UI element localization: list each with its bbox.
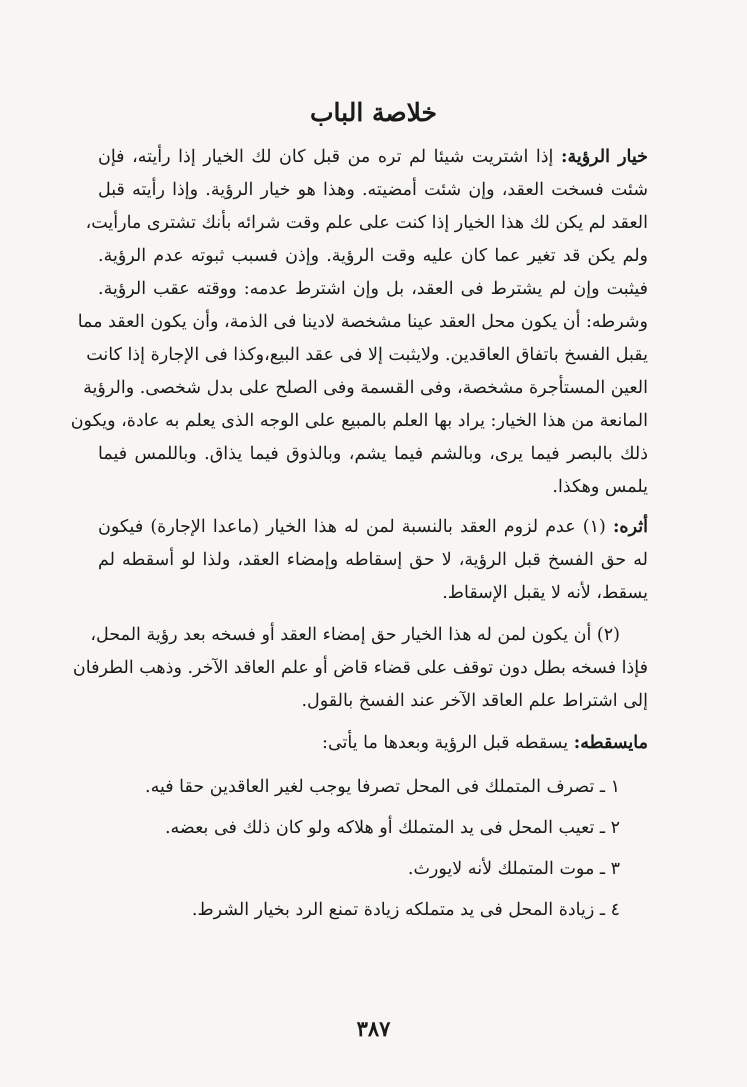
ruya-line-1-text: إذا اشتريت شيئا لم تره من قبل كان لك الخيار إذا رأيته، فإن: [98, 147, 554, 167]
athar-line-1-text: (١) عدم لزوم العقد بالنسبة لمن له هذا الخيار (ماعدا الإجارة) فيكون: [98, 517, 606, 537]
ruya-heading: خيار الرؤية:: [560, 147, 648, 167]
athar-heading: أثره:: [612, 517, 648, 537]
ruya-line-1: [98, 142, 648, 172]
athar-line-1: [98, 512, 648, 542]
athar-p2-line-1: (٢) أن يكون لمن له هذا الخيار حق إمضاء العقد أو فسخه بعد رؤية المحل،: [90, 625, 620, 645]
yusqituh-heading: مايسقطه:: [573, 733, 648, 753]
ruya-line-6: وشرطه: أن يكون محل العقد عينا مشخصة لادينا فى الذمة، وأن يكون العقد مما: [77, 312, 648, 332]
yusqituh-intro: يسقطه قبل الرؤية وبعدها ما يأتى:: [322, 733, 569, 753]
ruya-line-11: يلمس وهكذا.: [552, 477, 648, 497]
yusqituh-item-1: ١ ـ تصرف المتملك فى المحل تصرفا يوجب لغير العاقدين حقا فيه.: [145, 777, 620, 797]
athar-p2-line-3: إلى اشتراط علم العاقد الآخر عند الفسخ بالقول.: [301, 691, 648, 711]
yusqituh-item-4: ٤ ـ زيادة المحل فى يد متملكه زيادة تمنع الرد بخيار الشرط.: [191, 900, 620, 920]
ruya-line-3: العقد لم يكن لك هذا الخيار إذا كنت على علم وقت شرائه بأنك تشترى مارأيت،: [85, 213, 648, 233]
ruya-line-7: يقبل الفسخ باتفاق العاقدين. ولايثبت إلا فى عقد البيع،وكذا فى الإجارة إذا كانت: [86, 345, 648, 365]
ruya-line-5: فيثبت وإن لم يشترط فى العقد، بل وإن اشترط عدمه: ووقته عقب الرؤية.: [98, 279, 648, 299]
yusqituh-item-3: ٣ ـ موت المتملك لأنه لايورث.: [407, 859, 620, 879]
page-title: خلاصة الباب: [310, 98, 437, 127]
ruya-line-4: ولم يكن قد تغير عما كان عليه وقت الرؤية. وإذن فسبب ثبوته عدم الرؤية.: [98, 246, 648, 266]
yusqituh-item-2: ٢ ـ تعيب المحل فى يد المتملك أو هلاكه ولو كان ذلك فى بعضه.: [164, 818, 620, 838]
ruya-line-9: المانعة من هذا الخيار: يراد بها العلم بالمبيع على الوجه الذى يعلم به عادة، ويكون: [70, 411, 648, 431]
athar-p2-line-2: فإذا فسخه بطل دون توقف على قضاء قاض أو علم العاقد الآخر. وذهب الطرفان: [72, 658, 648, 678]
page-number: ٣٨٧: [356, 1016, 391, 1041]
athar-line-2: له حق الفسخ قبل الرؤية، لا حق إسقاطه وإمضاء العقد، ولذا لو أسقطه لم: [98, 550, 648, 570]
athar-line-3: يسقط، لأنه لا يقبل الإسقاط.: [442, 583, 648, 603]
ruya-line-2: شئت فسخت العقد، وإن شئت أمضيته. وهذا هو خيار الرؤية. وإذا رأيته قبل: [98, 180, 648, 200]
yusqituh-intro-line: [98, 728, 648, 758]
ruya-line-8: العين المستأجرة مشخصة، وفى القسمة وفى الصلح على بدل شخصى. والرؤية: [83, 378, 648, 398]
ruya-line-10: ذلك بالبصر فيما يرى، وبالشم فيما يشم، وبالذوق فيما يذاق. وباللمس فيما: [98, 444, 648, 464]
